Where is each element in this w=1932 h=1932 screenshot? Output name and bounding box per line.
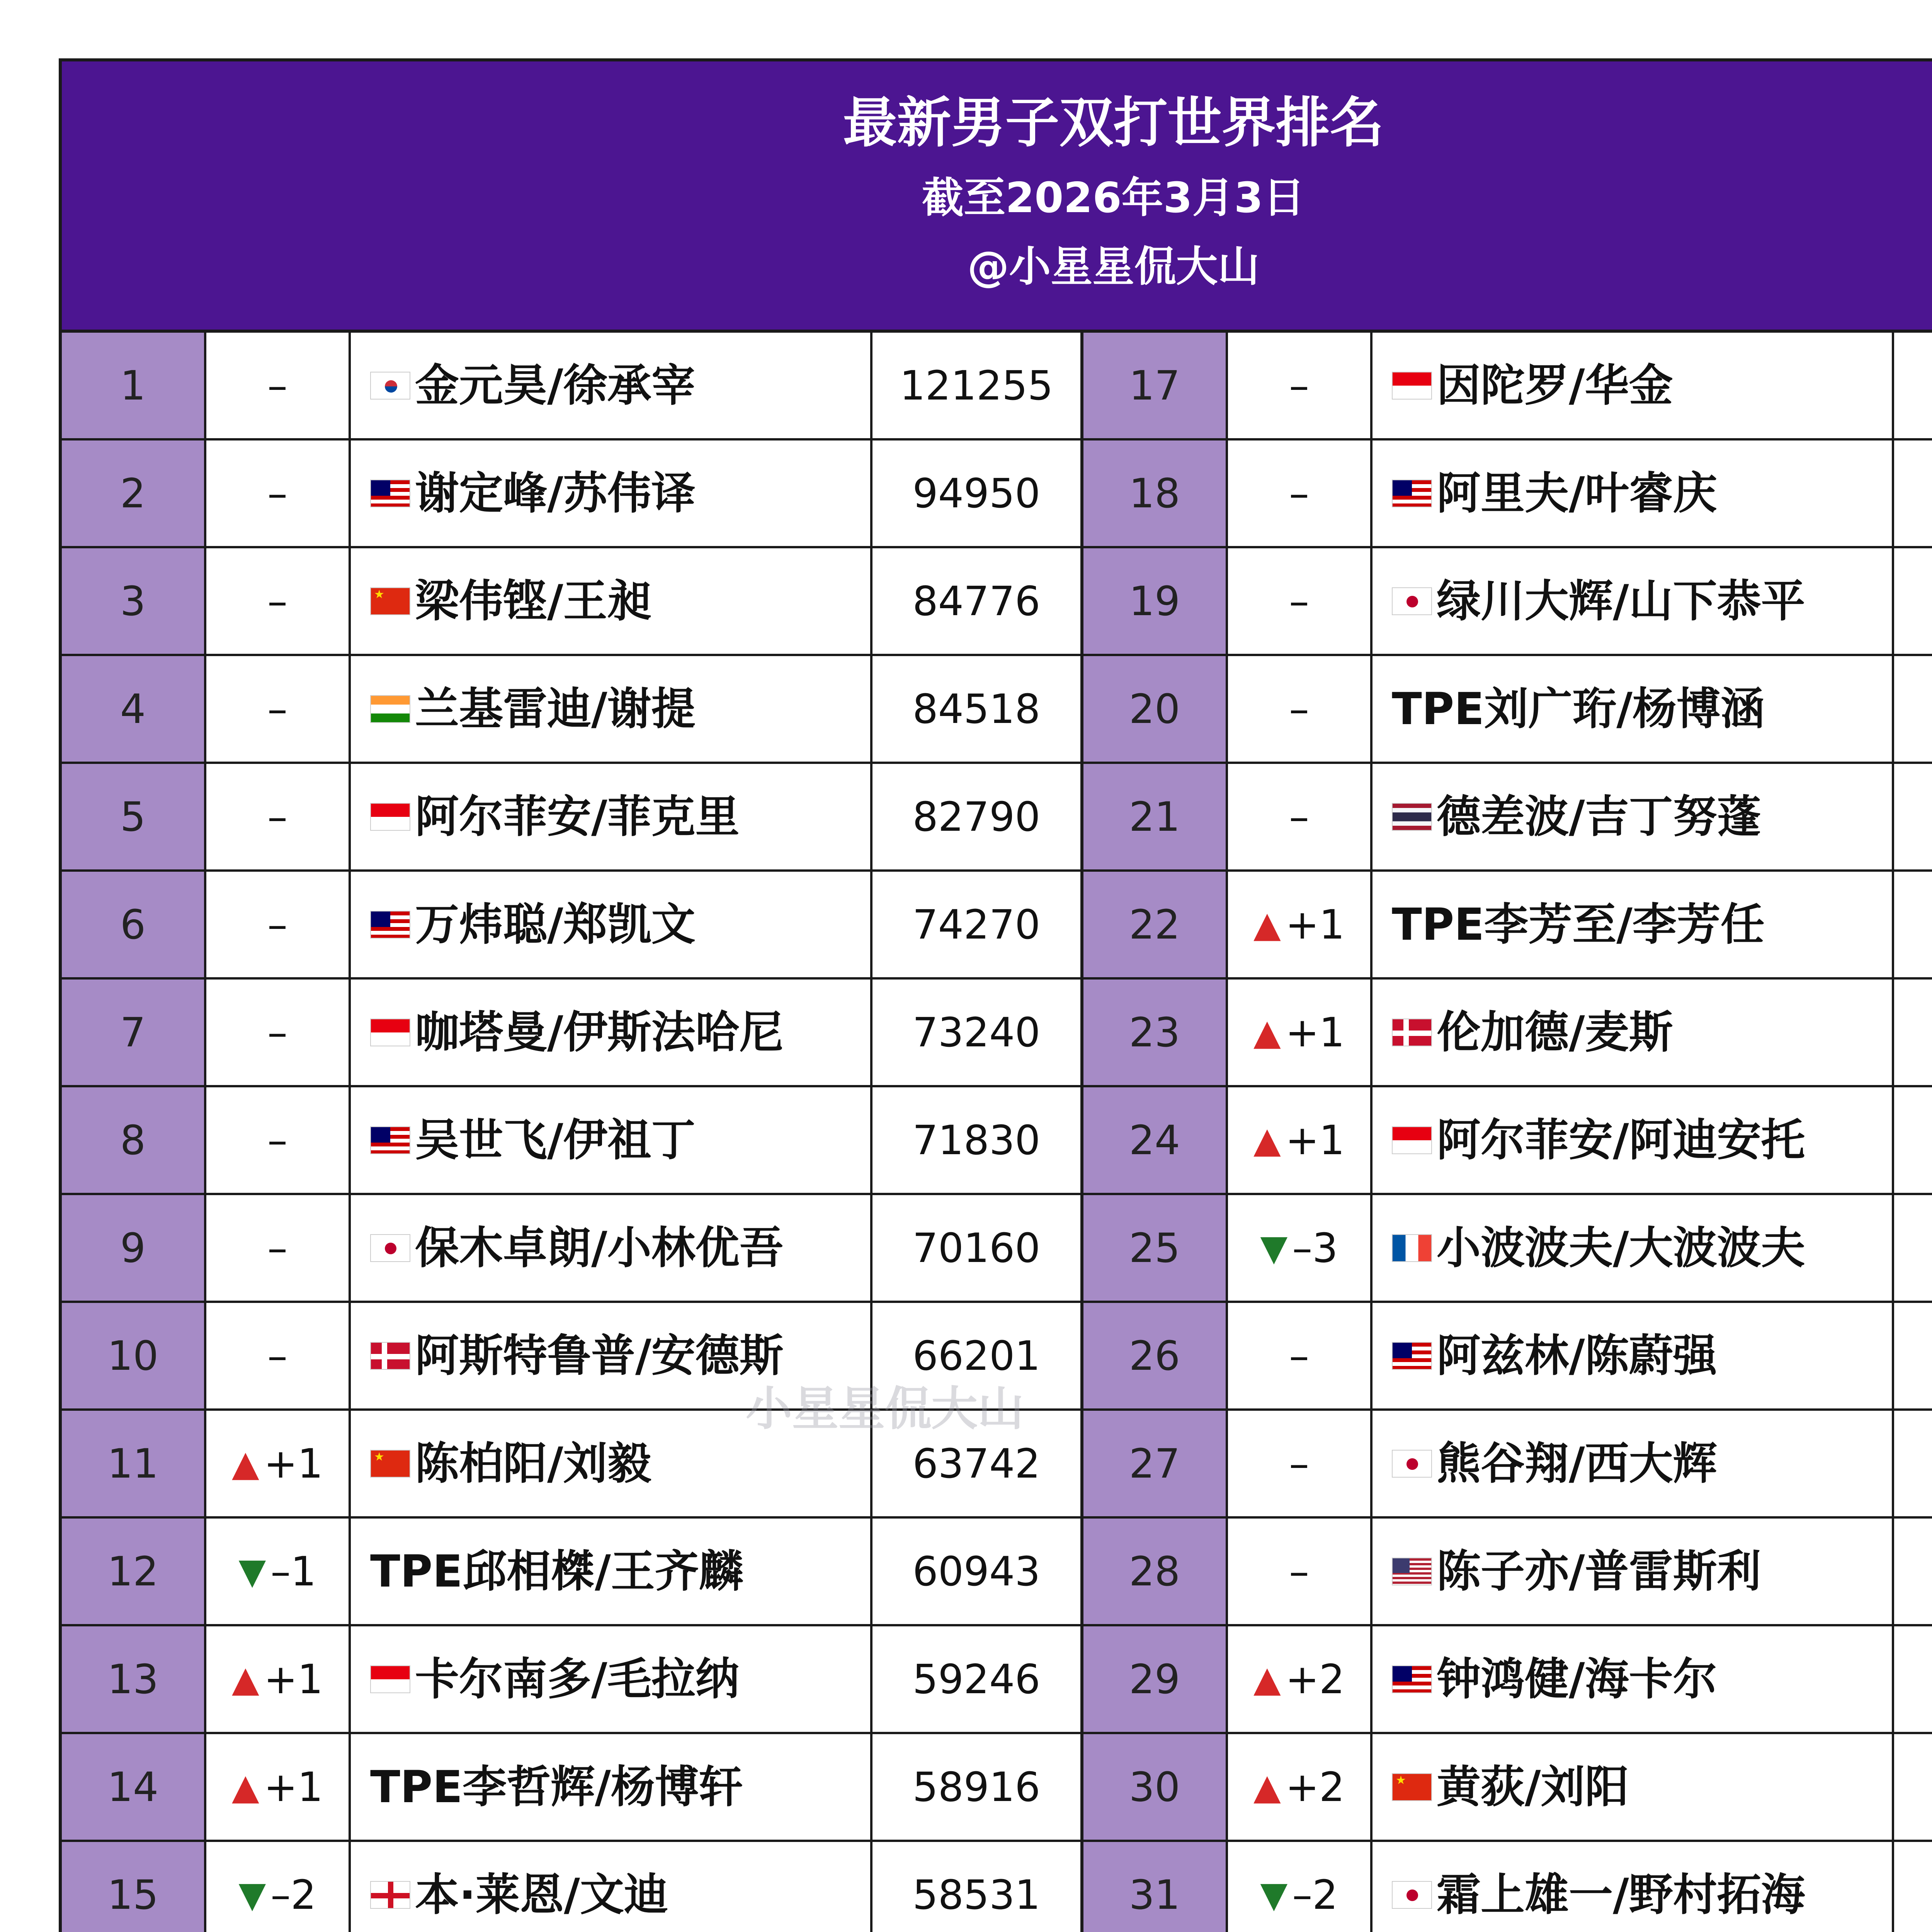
triangle-up-icon: ▲ <box>1253 1119 1281 1161</box>
pair-name-cell <box>1372 1842 1894 1932</box>
change-cell <box>1228 1195 1372 1303</box>
mas-flag-icon <box>1392 1342 1432 1370</box>
change-cell <box>1228 1519 1372 1626</box>
pair-name: 绿川大辉/山下恭平 <box>1437 575 1805 627</box>
jpn-flag-icon <box>1392 1450 1432 1478</box>
ina-flag-icon <box>370 1665 410 1693</box>
points-cell: 58916 <box>872 1734 1083 1842</box>
header-banner <box>62 61 1932 333</box>
pair-name: 刘广珩/杨博涵 <box>1484 683 1765 735</box>
pair-name-cell <box>1372 1734 1894 1842</box>
pair-name-cell <box>1372 872 1894 980</box>
points-cell: 74270 <box>872 872 1083 980</box>
pair-name: 保木卓朗/小林优吾 <box>415 1222 784 1274</box>
country-code: TPE <box>1392 898 1485 950</box>
points-cell <box>1894 764 1932 872</box>
change-value: – <box>267 1009 287 1056</box>
change-cell <box>206 872 351 980</box>
pair-name: 吴世飞/伊祖丁 <box>415 1114 696 1166</box>
pair-name: 兰基雷迪/谢提 <box>415 683 696 735</box>
rank-cell: 18 <box>1083 440 1228 548</box>
triangle-up-icon: ▲ <box>1253 1766 1281 1808</box>
table-row <box>62 980 1932 1087</box>
points-cell <box>1894 1734 1932 1842</box>
ina-flag-icon <box>370 1019 410 1046</box>
pair-name: 李芳至/李芳任 <box>1484 898 1765 950</box>
rank-cell: 14 <box>62 1734 206 1842</box>
pair-name-cell <box>351 1734 872 1842</box>
watermark: 小星星侃大山 <box>746 1382 1024 1436</box>
change-value: –2 <box>1292 1871 1338 1918</box>
points-cell: 71830 <box>872 1087 1083 1195</box>
pair-name: 谢定峰/苏伟译 <box>415 467 696 519</box>
points-cell <box>1894 440 1932 548</box>
rank-cell: 28 <box>1083 1519 1228 1626</box>
change-value: – <box>267 362 287 409</box>
pair-name-cell <box>351 1411 872 1519</box>
ranking-board <box>59 58 1932 1932</box>
change-value: – <box>1289 469 1309 517</box>
pair-name-cell <box>351 1519 872 1626</box>
rank-cell: 9 <box>62 1195 206 1303</box>
points-cell <box>1894 1087 1932 1195</box>
jpn-flag-icon <box>1392 587 1432 615</box>
rank-cell: 2 <box>62 440 206 548</box>
table-row <box>62 440 1932 548</box>
rank-cell: 6 <box>62 872 206 980</box>
change-cell <box>206 440 351 548</box>
change-value: +1 <box>264 1440 323 1487</box>
pair-name-cell <box>351 1626 872 1734</box>
change-value: – <box>267 1224 287 1272</box>
points-cell: 84776 <box>872 548 1083 656</box>
change-value: +2 <box>1285 1763 1345 1811</box>
pair-name: 金元昊/徐承宰 <box>415 359 696 411</box>
pair-name-cell <box>351 872 872 980</box>
change-value: +1 <box>1285 1009 1345 1056</box>
points-cell <box>1894 1411 1932 1519</box>
points-cell: 59246 <box>872 1626 1083 1734</box>
pair-name-cell <box>1372 980 1894 1087</box>
rank-cell: 22 <box>1083 872 1228 980</box>
triangle-up-icon: ▲ <box>231 1658 259 1700</box>
triangle-down-icon: ▼ <box>1260 1227 1288 1269</box>
pair-name-cell <box>1372 656 1894 764</box>
rank-cell: 19 <box>1083 548 1228 656</box>
pair-name-cell <box>351 1087 872 1195</box>
pair-name: 熊谷翔/西大辉 <box>1437 1437 1717 1489</box>
pair-name-cell <box>351 1195 872 1303</box>
table-row <box>62 872 1932 980</box>
points-cell <box>1894 1303 1932 1411</box>
change-value: – <box>1289 577 1309 625</box>
rank-cell: 31 <box>1083 1842 1228 1932</box>
change-value: – <box>267 1116 287 1164</box>
rank-cell: 3 <box>62 548 206 656</box>
change-cell <box>1228 1303 1372 1411</box>
points-cell <box>1894 1195 1932 1303</box>
table-row <box>62 333 1932 440</box>
change-value: +2 <box>1285 1655 1345 1703</box>
pair-name-cell <box>1372 1303 1894 1411</box>
country-code: TPE <box>1392 683 1485 735</box>
points-cell <box>1894 980 1932 1087</box>
change-cell <box>1228 1842 1372 1932</box>
change-cell <box>1228 980 1372 1087</box>
change-value: – <box>267 685 287 733</box>
pair-name: 阿斯特鲁普/安德斯 <box>415 1330 784 1381</box>
change-cell <box>1228 764 1372 872</box>
points-cell: 63742 <box>872 1411 1083 1519</box>
table-row <box>62 764 1932 872</box>
points-cell <box>1894 548 1932 656</box>
change-value: +1 <box>1285 1116 1345 1164</box>
change-cell <box>1228 656 1372 764</box>
den-flag-icon <box>1392 1019 1432 1046</box>
change-cell <box>1228 333 1372 440</box>
pair-name-cell <box>1372 1195 1894 1303</box>
change-value: – <box>267 901 287 948</box>
pair-name-cell <box>351 440 872 548</box>
change-cell <box>1228 1087 1372 1195</box>
pair-name: 阿尔菲安/阿迪安托 <box>1437 1114 1805 1166</box>
mas-flag-icon <box>1392 1665 1432 1693</box>
points-cell: 66201 <box>872 1303 1083 1411</box>
chn-flag-icon <box>370 587 410 615</box>
change-value: +1 <box>1285 901 1345 948</box>
change-cell <box>206 1626 351 1734</box>
rank-cell: 21 <box>1083 764 1228 872</box>
ina-flag-icon <box>1392 372 1432 400</box>
chn-flag-icon <box>370 1450 410 1478</box>
change-value: – <box>267 793 287 840</box>
points-cell: 82790 <box>872 764 1083 872</box>
change-cell <box>1228 1411 1372 1519</box>
pair-name: 卡尔南多/毛拉纳 <box>415 1653 740 1705</box>
change-cell <box>1228 548 1372 656</box>
pair-name: 小波波夫/大波波夫 <box>1437 1222 1805 1274</box>
pair-name: 万炜聪/郑凯文 <box>415 898 696 950</box>
pair-name: 陈柏阳/刘毅 <box>415 1437 651 1489</box>
change-cell <box>206 333 351 440</box>
points-cell <box>1894 1842 1932 1932</box>
change-value: – <box>1289 1332 1309 1379</box>
pair-name: 梁伟铿/王昶 <box>415 575 651 627</box>
pair-name: 本·莱恩/文迪 <box>415 1869 668 1920</box>
change-cell <box>206 1411 351 1519</box>
triangle-up-icon: ▲ <box>231 1442 259 1484</box>
rank-cell: 4 <box>62 656 206 764</box>
jpn-flag-icon <box>370 1234 410 1262</box>
rank-cell: 15 <box>62 1842 206 1932</box>
rank-cell: 20 <box>1083 656 1228 764</box>
pair-name: 阿尔菲安/菲克里 <box>415 791 740 842</box>
pair-name: 德差波/吉丁努蓬 <box>1437 791 1761 842</box>
ranking-table <box>62 333 1932 1932</box>
pair-name-cell <box>351 980 872 1087</box>
triangle-down-icon: ▼ <box>238 1550 266 1592</box>
table-row <box>62 1195 1932 1303</box>
change-cell <box>1228 872 1372 980</box>
pair-name: 邱相榤/王齐麟 <box>463 1545 743 1597</box>
points-cell: 73240 <box>872 980 1083 1087</box>
author-handle: @小星星侃大山 <box>967 243 1260 291</box>
mas-flag-icon <box>370 1126 410 1154</box>
pair-name-cell <box>1372 1411 1894 1519</box>
change-cell <box>1228 1626 1372 1734</box>
table-row <box>62 1842 1932 1932</box>
eng-flag-icon <box>370 1881 410 1909</box>
pair-name-cell <box>351 1303 872 1411</box>
table-row <box>62 1734 1932 1842</box>
pair-name: 黄荻/刘阳 <box>1437 1761 1629 1813</box>
den-flag-icon <box>370 1342 410 1370</box>
rank-cell: 24 <box>1083 1087 1228 1195</box>
change-cell <box>206 1734 351 1842</box>
jpn-flag-icon <box>1392 1881 1432 1909</box>
pair-name: 阿里夫/叶睿庆 <box>1437 467 1717 519</box>
change-cell <box>206 764 351 872</box>
rank-cell: 17 <box>1083 333 1228 440</box>
country-code: TPE <box>370 1545 463 1597</box>
mas-flag-icon <box>370 480 410 507</box>
rank-cell: 30 <box>1083 1734 1228 1842</box>
ina-flag-icon <box>370 803 410 831</box>
pair-name-cell <box>351 548 872 656</box>
change-value: +1 <box>264 1655 323 1703</box>
change-value: – <box>267 577 287 625</box>
points-cell: 58531 <box>872 1842 1083 1932</box>
change-value: – <box>1289 1548 1309 1595</box>
pair-name: 咖塔曼/伊斯法哈尼 <box>415 1006 784 1058</box>
pair-name-cell <box>351 656 872 764</box>
change-value: –2 <box>270 1871 316 1918</box>
table-row <box>62 1303 1932 1411</box>
change-cell <box>1228 1734 1372 1842</box>
change-value: – <box>267 469 287 517</box>
pair-name: 霜上雄一/野村拓海 <box>1437 1869 1805 1920</box>
change-value: – <box>267 1332 287 1379</box>
pair-name-cell <box>1372 1087 1894 1195</box>
pair-name: 伦加德/麦斯 <box>1437 1006 1673 1058</box>
triangle-up-icon: ▲ <box>231 1766 259 1808</box>
points-cell: 84518 <box>872 656 1083 764</box>
rank-cell: 13 <box>62 1626 206 1734</box>
page-title: 最新男子双打世界排名 <box>843 92 1384 155</box>
points-cell: 121255 <box>872 333 1083 440</box>
table-row <box>62 656 1932 764</box>
pair-name-cell <box>351 333 872 440</box>
table-row <box>62 1519 1932 1626</box>
change-value: +1 <box>264 1763 323 1811</box>
rank-cell: 7 <box>62 980 206 1087</box>
change-value: – <box>1289 793 1309 840</box>
pair-name-cell <box>1372 1626 1894 1734</box>
points-cell: 94950 <box>872 440 1083 548</box>
pair-name: 李哲辉/杨博轩 <box>463 1761 743 1813</box>
points-cell: 60943 <box>872 1519 1083 1626</box>
date-subtitle: 截至2026年3月3日 <box>922 174 1305 222</box>
change-value: – <box>1289 685 1309 733</box>
change-cell <box>206 1087 351 1195</box>
triangle-up-icon: ▲ <box>1253 903 1281 945</box>
rank-cell: 5 <box>62 764 206 872</box>
pair-name-cell <box>1372 764 1894 872</box>
usa-flag-icon <box>1392 1558 1432 1585</box>
pair-name-cell <box>1372 1519 1894 1626</box>
pair-name-cell <box>1372 440 1894 548</box>
rank-cell: 11 <box>62 1411 206 1519</box>
change-value: –1 <box>270 1548 316 1595</box>
pair-name: 阿兹林/陈蔚强 <box>1437 1330 1717 1381</box>
points-cell <box>1894 333 1932 440</box>
fra-flag-icon <box>1392 1234 1432 1262</box>
pair-name-cell <box>1372 333 1894 440</box>
change-cell <box>206 656 351 764</box>
pair-name-cell <box>1372 548 1894 656</box>
triangle-up-icon: ▲ <box>1253 1658 1281 1700</box>
change-value: – <box>1289 362 1309 409</box>
rank-cell: 26 <box>1083 1303 1228 1411</box>
ind-flag-icon <box>370 695 410 723</box>
change-cell <box>206 980 351 1087</box>
points-cell <box>1894 1519 1932 1626</box>
table-row <box>62 1087 1932 1195</box>
change-cell <box>1228 440 1372 548</box>
kor-flag-icon <box>370 372 410 400</box>
mas-flag-icon <box>1392 480 1432 507</box>
points-cell <box>1894 872 1932 980</box>
mas-flag-icon <box>370 911 410 939</box>
change-value: – <box>1289 1440 1309 1487</box>
triangle-up-icon: ▲ <box>1253 1011 1281 1053</box>
rank-cell: 25 <box>1083 1195 1228 1303</box>
country-code: TPE <box>370 1761 463 1813</box>
change-cell <box>206 1519 351 1626</box>
rank-cell: 27 <box>1083 1411 1228 1519</box>
table-row <box>62 1411 1932 1519</box>
change-value: –3 <box>1292 1224 1338 1272</box>
rank-cell: 29 <box>1083 1626 1228 1734</box>
rank-cell: 12 <box>62 1519 206 1626</box>
ina-flag-icon <box>1392 1126 1432 1154</box>
points-cell <box>1894 1626 1932 1734</box>
pair-name: 钟鸿健/海卡尔 <box>1437 1653 1717 1705</box>
pair-name-cell <box>351 1842 872 1932</box>
points-cell: 70160 <box>872 1195 1083 1303</box>
change-cell <box>206 1195 351 1303</box>
table-row <box>62 548 1932 656</box>
change-cell <box>206 1842 351 1932</box>
tha-flag-icon <box>1392 803 1432 831</box>
rank-cell: 23 <box>1083 980 1228 1087</box>
pair-name-cell <box>351 764 872 872</box>
rank-cell: 1 <box>62 333 206 440</box>
change-cell <box>206 1303 351 1411</box>
rank-cell: 8 <box>62 1087 206 1195</box>
triangle-down-icon: ▼ <box>238 1874 266 1915</box>
chn-flag-icon <box>1392 1773 1432 1801</box>
pair-name: 陈子亦/普雷斯利 <box>1437 1545 1761 1597</box>
pair-name: 因陀罗/华金 <box>1437 359 1673 411</box>
table-row <box>62 1626 1932 1734</box>
triangle-down-icon: ▼ <box>1260 1874 1288 1915</box>
points-cell <box>1894 656 1932 764</box>
rank-cell: 10 <box>62 1303 206 1411</box>
change-cell <box>206 548 351 656</box>
